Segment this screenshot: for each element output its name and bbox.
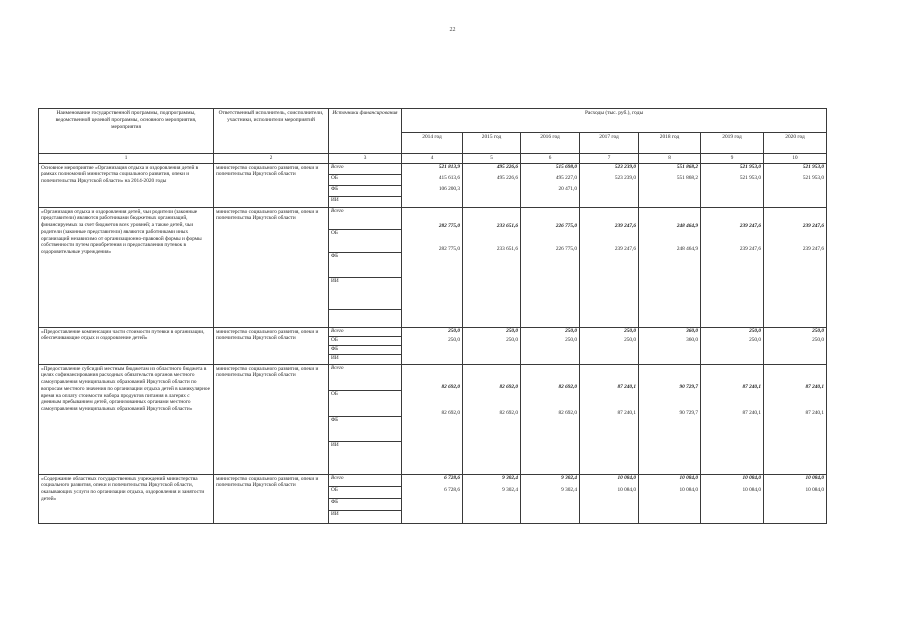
value-ii <box>580 511 638 523</box>
value-fb <box>701 186 763 197</box>
value-ob: 10 084,0 <box>617 486 636 493</box>
value-ii <box>764 511 826 523</box>
page-number: 22 <box>449 27 456 33</box>
source-ii: ИИ <box>331 510 339 517</box>
spacer <box>329 310 401 327</box>
value-total: 250,0 <box>565 327 577 334</box>
value-cell <box>463 364 521 474</box>
value-fb <box>402 499 462 511</box>
source-cell <box>329 474 402 523</box>
value-cell <box>639 327 701 364</box>
value-total: 9 302,4 <box>502 474 518 481</box>
column-number: 2 <box>214 154 329 164</box>
value-ii <box>639 511 700 523</box>
value-total: 6 728,6 <box>444 474 460 481</box>
executor: министерство социального развития, опеки и попечительства Иркутской области <box>214 327 329 364</box>
value-ob: 250,0 <box>749 336 761 343</box>
value-ii <box>764 197 826 207</box>
value-ob: 233 651,6 <box>496 245 518 252</box>
value-ob: 495 227,0 <box>555 174 577 181</box>
value-cell <box>701 474 764 523</box>
year-header: 2020 год <box>764 133 827 154</box>
value-cell <box>463 474 521 523</box>
value-fb <box>580 417 638 442</box>
source-fb: ФБ <box>329 186 401 197</box>
value-total: 495 226,6 <box>496 163 518 170</box>
value-total: 9 302,4 <box>561 474 577 481</box>
value-fb <box>580 499 638 511</box>
header-expenses: Расходы (тыс. руб.), годы <box>402 109 827 133</box>
source-total: Всего <box>329 208 401 230</box>
value-ii <box>580 197 638 207</box>
value-cell <box>521 163 580 207</box>
column-number-row <box>39 154 827 164</box>
value-ob: 282 775,0 <box>438 245 460 252</box>
value-ob: 90 729,7 <box>679 409 698 416</box>
value-cell <box>402 364 463 474</box>
value-fb <box>463 346 520 355</box>
value-total: 239 247,6 <box>739 222 761 229</box>
value-total: 282 775,0 <box>438 222 460 229</box>
value-fb <box>463 253 520 278</box>
value-fb <box>463 499 520 511</box>
value-fb <box>639 499 700 511</box>
value-cell <box>580 364 639 474</box>
value-cell <box>764 327 827 364</box>
value-ob: 239 247,6 <box>802 245 825 252</box>
value-cell <box>463 207 521 327</box>
value-ob: 82 692,0 <box>558 409 577 416</box>
value-ii <box>639 197 700 207</box>
value-cell <box>580 207 639 327</box>
value-total: 87 240,1 <box>742 383 761 390</box>
value-fb <box>402 346 462 355</box>
value-ii <box>764 442 826 474</box>
value-total: 523 239,0 <box>614 163 636 170</box>
value-fb <box>639 417 700 442</box>
source-total: Всего <box>329 164 401 175</box>
program-name: «Предоставление компенсации части стоимости путевки в организации, обеспечивающие отдых и оздоровление детей» <box>39 327 214 364</box>
value-fb <box>521 417 579 442</box>
header-sources: Источники финансирования <box>329 109 402 154</box>
value-ob: 250,0 <box>812 336 825 343</box>
value-ob: 87 240,1 <box>805 409 825 416</box>
value-cell <box>521 327 580 364</box>
value-ob: 250,0 <box>624 336 636 343</box>
value-ob: 551 868,2 <box>676 174 698 181</box>
value-cell <box>639 163 701 207</box>
source-fb: ФБ <box>329 346 401 355</box>
value-fb <box>521 253 579 278</box>
table-row <box>39 364 827 474</box>
value-total: 239 247,6 <box>802 222 825 229</box>
value-fb <box>764 417 826 442</box>
source-ob: ОБ <box>329 487 401 499</box>
value-cell <box>402 474 463 523</box>
column-number: 1 <box>39 154 214 164</box>
value-cell <box>701 163 764 207</box>
column-number: 8 <box>639 154 701 164</box>
expenses-table <box>38 108 827 524</box>
value-total: 521 953,0 <box>802 163 825 170</box>
program-name: Основное мероприятие «Организация отдыха и оздоровления детей в рамках полномочий министерства социального развития, опеки и попечительства Иркутской области» на 2014-2020 годы <box>39 163 214 207</box>
value-fb <box>463 186 520 197</box>
value-ii <box>463 278 520 310</box>
value-ob: 360,0 <box>686 336 698 343</box>
value-cell <box>701 327 764 364</box>
value-fb <box>764 253 826 278</box>
value-ii <box>521 197 579 207</box>
value-total: 250,0 <box>812 327 825 334</box>
source-total: Всего <box>329 365 401 391</box>
value-fb <box>463 417 520 442</box>
value-ii <box>463 355 520 364</box>
table-row <box>39 163 827 207</box>
executor: министерство социального развития, опеки и попечительства Иркутской области <box>214 163 329 207</box>
value-total: 248 464,9 <box>676 222 698 229</box>
program-name: «Организация отдыха и оздоровления детей, чьи родители (законные представители) являются работниками бюджетных организаций, финансируемых за счет бюджетов всех уровней; а также детей, чьи родители (законные представители) являются работниками иных организаций независимо от организационно-правовой формы и формы собственности путем приобретения и предоставления путевок в оздоровительные учреждения» <box>39 207 214 327</box>
value-ii <box>402 197 462 207</box>
executor: министерство социального развития, опеки и попечительства Иркутской области <box>214 207 329 327</box>
value-cell <box>764 474 827 523</box>
executor: министерство социального развития, опеки и попечительства Иркутской области <box>214 364 329 474</box>
value-fb: 20 471,0 <box>558 185 577 192</box>
value-cell <box>521 207 580 327</box>
source-cell <box>329 163 402 207</box>
source-cell <box>329 364 402 474</box>
value-ii <box>639 355 700 364</box>
value-cell <box>521 364 580 474</box>
value-total: 239 247,6 <box>614 222 636 229</box>
table-row <box>39 327 827 364</box>
source-ii: ИИ <box>331 354 339 361</box>
value-total: 10 084,0 <box>805 474 825 481</box>
value-ii <box>639 278 700 310</box>
table-row <box>39 474 827 523</box>
year-header: 2016 год <box>521 133 580 154</box>
value-ii <box>402 355 462 364</box>
program-name: «Предоставление субсидий местным бюджетам из областного бюджета в целях софинансирования расходных обязательств органов местного самоуправления муниципальных образований Иркутской области по вопросам местного значения по организации отдыха детей в каникулярное время на оплату стоимости набора продуктов питания в лагерях с дневным пребыванием детей, организованных органами местного самоуправления муниципальных образований Иркутской области» <box>39 364 214 474</box>
source-ob: ОБ <box>329 175 401 186</box>
source-fb: ФБ <box>329 253 401 278</box>
year-header: 2014 год <box>402 133 463 154</box>
value-total: 10 084,0 <box>742 474 761 481</box>
value-total: 521 953,0 <box>739 163 761 170</box>
value-ob: 495 226,6 <box>496 174 518 181</box>
source-ob: ОБ <box>329 391 401 417</box>
value-ob: 9 302,4 <box>502 486 518 493</box>
value-ob: 9 302,4 <box>561 486 577 493</box>
value-total: 250,0 <box>749 327 761 334</box>
column-number: 5 <box>463 154 521 164</box>
year-header: 2015 год <box>463 133 521 154</box>
value-total: 87 240,1 <box>617 383 636 390</box>
value-total: 521 813,9 <box>438 163 460 170</box>
value-ii <box>521 278 579 310</box>
value-ii <box>764 355 826 364</box>
value-ii <box>402 278 462 310</box>
program-name: «Содержание областных государственных учреждений министерства социального развития, опеки и попечительства Иркутской области, оказывающих услуги по организации отдыха, оздоровления и занятости детей» <box>39 474 214 523</box>
year-header: 2019 год <box>701 133 764 154</box>
value-total: 82 692,0 <box>499 383 518 390</box>
value-fb <box>521 346 579 355</box>
value-fb <box>402 417 462 442</box>
value-cell <box>639 207 701 327</box>
value-total: 250,0 <box>448 327 460 334</box>
value-ob: 6 728,6 <box>444 486 460 493</box>
value-ii <box>701 278 763 310</box>
table-row <box>39 207 827 327</box>
value-cell <box>402 163 463 207</box>
value-total: 515 698,0 <box>555 163 577 170</box>
source-ii: ИИ <box>331 196 339 203</box>
value-total: 360,0 <box>686 327 698 334</box>
value-ob: 521 953,0 <box>739 174 761 181</box>
value-total: 82 692,0 <box>441 383 460 390</box>
value-ob: 87 240,1 <box>742 409 761 416</box>
value-ii <box>402 511 462 523</box>
value-fb <box>701 253 763 278</box>
value-ii <box>701 442 763 474</box>
value-fb <box>764 346 826 355</box>
value-ii <box>580 355 638 364</box>
source-ii: ИИ <box>329 278 401 310</box>
value-fb: 106 200,3 <box>438 185 460 192</box>
value-total: 90 729,7 <box>679 383 698 390</box>
value-cell <box>521 474 580 523</box>
value-ob: 248 464,9 <box>676 245 698 252</box>
executor: министерство социального развития, опеки и попечительства Иркутской области <box>214 474 329 523</box>
value-ii <box>580 278 638 310</box>
value-cell <box>463 327 521 364</box>
value-ob: 82 692,0 <box>499 409 518 416</box>
value-ob: 250,0 <box>506 336 518 343</box>
value-ob: 239 247,6 <box>614 245 636 252</box>
value-total: 226 775,0 <box>555 222 577 229</box>
year-header: 2017 год <box>580 133 639 154</box>
value-ii <box>639 442 700 474</box>
source-total: Всего <box>329 328 401 337</box>
value-ii <box>463 511 520 523</box>
value-total: 10 084,0 <box>617 474 636 481</box>
value-ii <box>463 197 520 207</box>
value-ii <box>463 442 520 474</box>
value-ob: 87 240,1 <box>617 409 636 416</box>
column-number: 10 <box>764 154 827 164</box>
source-fb: ФБ <box>329 417 401 442</box>
value-ob: 10 084,0 <box>679 486 698 493</box>
value-total: 10 084,0 <box>679 474 698 481</box>
value-cell <box>402 327 463 364</box>
value-total: 250,0 <box>624 327 636 334</box>
value-ob: 226 775,0 <box>555 245 577 252</box>
value-fb <box>639 186 700 197</box>
value-fb <box>701 499 763 511</box>
value-fb <box>701 417 763 442</box>
value-ii <box>701 511 763 523</box>
value-cell <box>764 163 827 207</box>
value-fb <box>764 186 826 197</box>
value-fb <box>701 346 763 355</box>
value-ii <box>521 511 579 523</box>
source-ii: ИИ <box>331 441 339 448</box>
value-fb <box>764 499 826 511</box>
value-ob: 250,0 <box>565 336 577 343</box>
value-cell <box>463 163 521 207</box>
value-cell <box>580 474 639 523</box>
value-ob: 10 084,0 <box>742 486 761 493</box>
year-header: 2018 год <box>639 133 701 154</box>
value-ii <box>521 355 579 364</box>
value-fb <box>639 253 700 278</box>
value-ii <box>764 278 826 310</box>
value-ob: 239 247,6 <box>739 245 761 252</box>
header-program: Наименование государственной программы, подпрограммы, ведомственной целевой программы, основного мероприятия, мероприятия <box>39 109 214 154</box>
value-ob: 415 613,6 <box>438 174 460 181</box>
value-ob: 10 084,0 <box>805 486 825 493</box>
header-executor: Ответственный исполнитель, соисполнители, участники, исполнители мероприятий <box>214 109 329 154</box>
source-ob: ОБ <box>329 337 401 346</box>
value-cell <box>701 364 764 474</box>
value-fb <box>402 253 462 278</box>
value-fb <box>580 253 638 278</box>
column-number: 9 <box>701 154 764 164</box>
value-ob: 250,0 <box>448 336 460 343</box>
value-ob: 82 692,0 <box>441 409 460 416</box>
value-ii <box>701 197 763 207</box>
value-fb <box>580 186 638 197</box>
value-total: 250,0 <box>506 327 518 334</box>
column-number: 4 <box>402 154 463 164</box>
column-number: 6 <box>521 154 580 164</box>
value-ii <box>701 355 763 364</box>
value-cell <box>764 207 827 327</box>
column-number: 3 <box>329 154 402 164</box>
value-total: 233 651,6 <box>496 222 518 229</box>
value-fb <box>580 346 638 355</box>
value-cell <box>639 474 701 523</box>
source-cell <box>329 327 402 364</box>
value-ob: 521 953,0 <box>802 174 825 181</box>
source-ob: ОБ <box>329 230 401 253</box>
column-number: 7 <box>580 154 639 164</box>
value-total: 82 692,0 <box>558 383 577 390</box>
source-cell <box>329 207 402 327</box>
value-cell <box>580 163 639 207</box>
value-ii <box>580 442 638 474</box>
value-cell <box>764 364 827 474</box>
value-total: 551 868,2 <box>676 163 698 170</box>
value-cell <box>701 207 764 327</box>
value-ii <box>402 442 462 474</box>
value-ob: 523 239,0 <box>614 174 636 181</box>
value-fb <box>639 346 700 355</box>
value-cell <box>580 327 639 364</box>
source-fb: ФБ <box>329 499 401 511</box>
value-total: 87 240,1 <box>805 383 825 390</box>
value-ii <box>521 442 579 474</box>
value-fb <box>521 499 579 511</box>
value-cell <box>402 207 463 327</box>
source-total: Всего <box>329 475 401 487</box>
value-cell <box>639 364 701 474</box>
